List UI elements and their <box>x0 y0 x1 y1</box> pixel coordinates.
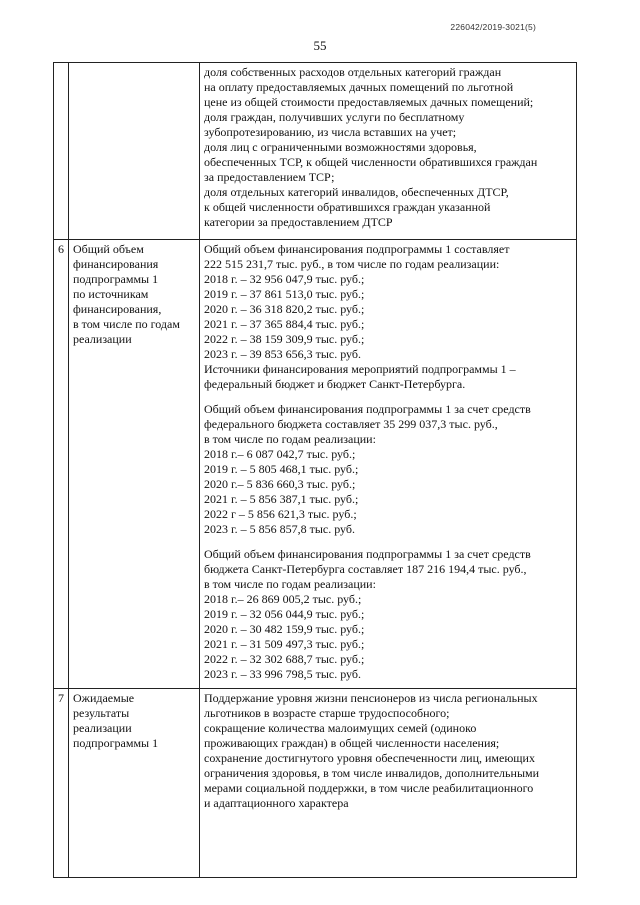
content-line: сокращение количества малоимущих семей (одиноко <box>204 721 477 735</box>
content-line: Общий объем финансирования подпрограммы 1 за счет средств <box>204 547 531 561</box>
content-line: 2018 г. – 32 956 047,9 тыс. руб.; <box>204 272 365 286</box>
content-line: 2021 г. – 31 509 497,3 тыс. руб.; <box>204 637 365 651</box>
row-number-cell <box>54 689 69 878</box>
label-line: реализации <box>73 332 132 346</box>
row-label <box>69 63 199 65</box>
content-line: 2018 г.– 26 869 005,2 тыс. руб.; <box>204 592 362 606</box>
content-line: в том числе по годам реализации: <box>204 432 376 446</box>
label-line: по источникам <box>73 287 149 301</box>
content-line: доля отдельных категорий инвалидов, обеспеченных ДТСР, <box>204 185 509 199</box>
passport-table <box>53 62 577 878</box>
content-line: Общий объем финансирования подпрограммы 1 за счет средств <box>204 402 531 416</box>
content-line: ограничения здоровья, в том числе инвалидов, дополнительными <box>204 766 540 780</box>
label-line: подпрограммы 1 <box>73 272 159 286</box>
content-line: федеральный бюджет и бюджет Санкт-Петербурга. <box>204 377 466 391</box>
content-line: льготников в возрасте старше трудоспособного; <box>204 706 450 720</box>
content-line: за предоставлением ТСР; <box>204 170 335 184</box>
label-line: в том числе по годам <box>73 317 180 331</box>
content-line: 2022 г. – 38 159 309,9 тыс. руб.; <box>204 332 365 346</box>
label-line: Общий объем <box>73 242 144 256</box>
row-number: 6 <box>58 242 64 256</box>
content-line: 2019 г. – 37 861 513,0 тыс. руб.; <box>204 287 365 301</box>
table-row <box>54 63 577 240</box>
content-line: категории за предоставлением ДТСР <box>204 215 393 229</box>
content-line: 2019 г. – 32 056 044,9 тыс. руб.; <box>204 607 365 621</box>
row-label-cell <box>69 240 200 689</box>
content-line: проживающих граждан) в общей численности населения; <box>204 736 500 750</box>
row-number-cell <box>54 240 69 689</box>
content-line: 2022 г – 5 856 621,3 тыс. руб.; <box>204 507 357 521</box>
row-label <box>69 240 199 347</box>
content-line: 2021 г. – 5 856 387,1 тыс. руб.; <box>204 492 359 506</box>
content-line: 2022 г. – 32 302 688,7 тыс. руб.; <box>204 652 365 666</box>
content-line: 2020 г. – 30 482 159,9 тыс. руб.; <box>204 622 365 636</box>
row-label-cell <box>69 689 200 878</box>
row-number-cell <box>54 63 69 240</box>
content-paragraph <box>200 400 576 537</box>
row-content-cell <box>200 63 577 240</box>
content-paragraph <box>200 63 576 230</box>
row-number: 7 <box>58 691 64 705</box>
content-line: 2023 г. – 5 856 857,8 тыс. руб. <box>204 522 355 536</box>
content-line: бюджета Санкт-Петербурга составляет 187 216 194,4 тыс. руб., <box>204 562 527 576</box>
content-paragraph <box>200 689 576 811</box>
document-code: 226042/2019-3021(5) <box>450 22 536 32</box>
table-row <box>54 240 577 689</box>
content-line: Поддержание уровня жизни пенсионеров из числа региональных <box>204 691 538 705</box>
content-line: 2023 г. – 39 853 656,3 тыс. руб. <box>204 347 361 361</box>
content-line: доля собственных расходов отдельных категорий граждан <box>204 65 502 79</box>
content-line: зубопротезированию, из числа вставших на учет; <box>204 125 457 139</box>
content-line: доля лиц с ограниченными возможностями здоровья, <box>204 140 477 154</box>
label-line: результаты <box>73 706 130 720</box>
row-number <box>54 63 68 65</box>
content-line: Общий объем финансирования подпрограммы 1 составляет <box>204 242 510 256</box>
content-line: обеспеченных ТСР, к общей численности обратившихся граждан <box>204 155 538 169</box>
table-row <box>54 689 577 878</box>
label-line: Ожидаемые <box>73 691 135 705</box>
content-line: к общей численности обратившихся граждан указанной <box>204 200 491 214</box>
row-content-cell <box>200 689 577 878</box>
row-label-cell <box>69 63 200 240</box>
content-line: 2018 г.– 6 087 042,7 тыс. руб.; <box>204 447 356 461</box>
content-line: 2023 г. – 33 996 798,5 тыс. руб. <box>204 667 361 681</box>
content-line: доля граждан, получивших услуги по бесплатному <box>204 110 465 124</box>
content-line: 222 515 231,7 тыс. руб., в том числе по годам реализации: <box>204 257 500 271</box>
content-line: Источники финансирования мероприятий подпрограммы 1 – <box>204 362 516 376</box>
content-line: 2019 г. – 5 805 468,1 тыс. руб.; <box>204 462 359 476</box>
content-line: цене из общей стоимости предоставляемых дачных помещений; <box>204 95 534 109</box>
row-label <box>69 689 199 751</box>
content-line: мерами социальной поддержки, в том числе реабилитационного <box>204 781 534 795</box>
label-line: реализации <box>73 721 132 735</box>
content-paragraph <box>200 240 576 392</box>
content-line: федерального бюджета составляет 35 299 037,3 тыс. руб., <box>204 417 498 431</box>
content-line: в том числе по годам реализации: <box>204 577 376 591</box>
content-line: 2021 г. – 37 365 884,4 тыс. руб.; <box>204 317 365 331</box>
content-line: на оплату предоставляемых дачных помещений по льготной <box>204 80 514 94</box>
page-number: 55 <box>313 38 327 53</box>
content-line: 2020 г.– 5 836 660,3 тыс. руб.; <box>204 477 356 491</box>
label-line: финансирования <box>73 257 159 271</box>
row-content-cell <box>200 240 577 689</box>
content-line: 2020 г. – 36 318 820,2 тыс. руб.; <box>204 302 365 316</box>
label-line: финансирования, <box>73 302 162 316</box>
content-paragraph <box>200 545 576 682</box>
content-line: и адаптационного характера <box>204 796 349 810</box>
label-line: подпрограммы 1 <box>73 736 159 750</box>
content-line: сохранение достигнутого уровня обеспеченности лиц, имеющих <box>204 751 535 765</box>
